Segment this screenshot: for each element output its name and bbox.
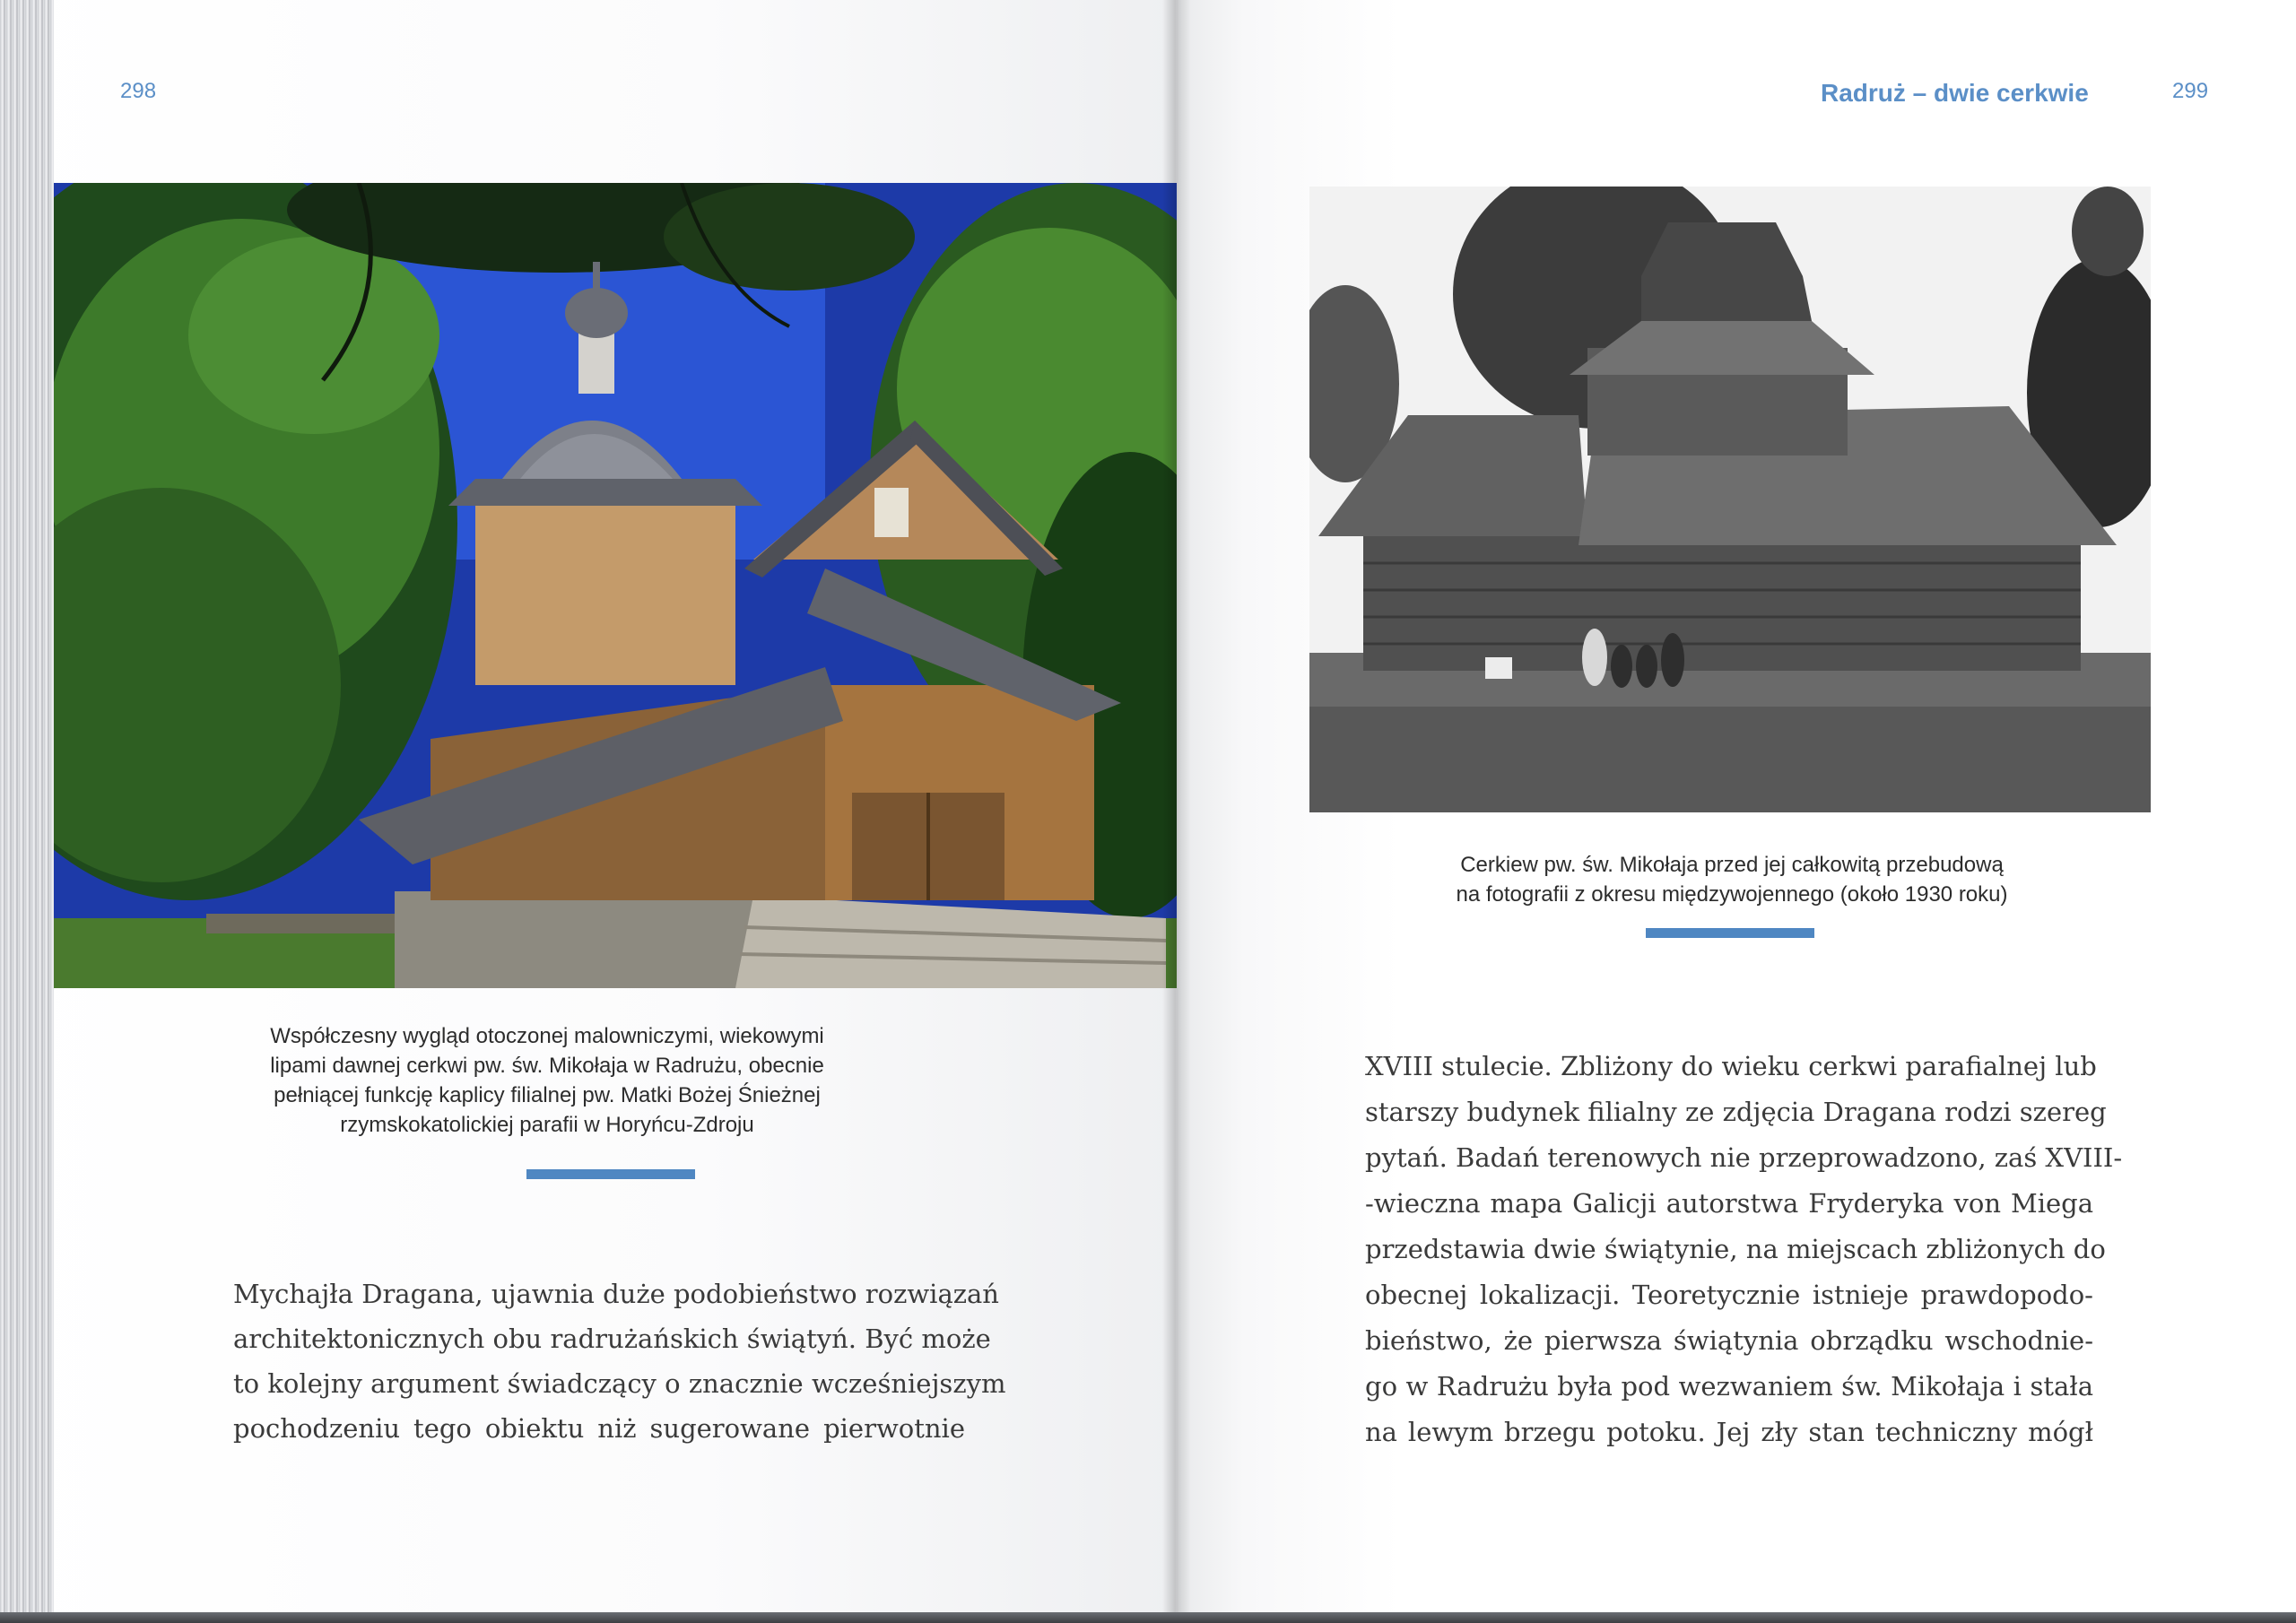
text-line: starszy budynek filialny ze zdjęcia Dragana rodzi szereg xyxy=(1365,1097,2107,1127)
text-line: bieństwo, że pierwsza świątynia obrządku wschodnie- xyxy=(1365,1325,2093,1356)
text-line: pochodzeniu tego obiektu niż sugerowane pierwotnie xyxy=(233,1413,965,1444)
caption-line: lipami dawnej cerkwi pw. św. Mikołaja w Radrużu, obecnie xyxy=(270,1054,824,1078)
text-line: to kolejny argument świadczący o znacznie wcześniejszym xyxy=(233,1368,1006,1399)
body-text-right xyxy=(1365,1044,2123,1455)
caption-line: pełniącej funkcję kaplicy filialnej pw. Matki Bożej Śnieżnej xyxy=(274,1083,821,1107)
caption-line: rzymskokatolickiej parafii w Horyńcu-Zdroju xyxy=(340,1113,754,1137)
page-number-right: 299 xyxy=(2172,79,2209,103)
photo-caption-left xyxy=(260,1021,834,1140)
text-line: -wieczna mapa Galicji autorstwa Fryderyka von Miega xyxy=(1365,1188,2093,1219)
photo-caption-right xyxy=(1417,850,2047,909)
book-gutter xyxy=(1162,0,1191,1623)
text-line: na lewym brzegu potoku. Jej zły stan techniczny mógł xyxy=(1365,1417,2093,1447)
text-line: pytań. Badań terenowych nie przeprowadzono, zaś XVIII- xyxy=(1365,1142,2123,1173)
text-line: go w Radrużu była pod wezwaniem św. Mikołaja i stała xyxy=(1365,1371,2093,1402)
text-line: XVIII stulecie. Zbliżony do wieku cerkwi parafialnej lub xyxy=(1365,1051,2097,1081)
church-archival-photo xyxy=(1309,187,2151,812)
page-edges xyxy=(0,0,54,1623)
text-line: architektonicznych obu radrużańskich świątyń. Być może xyxy=(233,1324,991,1354)
text-line: Mychajła Dragana, ujawnia duże podobieństwo rozwiązań xyxy=(233,1279,999,1309)
right-page xyxy=(1177,0,2296,1623)
running-title: Radruż – dwie cerkwie xyxy=(1821,79,2089,107)
book-bottom-edge xyxy=(0,1612,2296,1623)
text-line: przedstawia dwie świątynie, na miejscach zbliżonych do xyxy=(1365,1234,2106,1264)
body-text-left xyxy=(233,1271,1006,1451)
caption-divider-right xyxy=(1646,928,1814,938)
caption-line: Cerkiew pw. św. Mikołaja przed jej całkowitą przebudową xyxy=(1460,853,2004,877)
text-line: obecnej lokalizacji. Teoretycznie istnieje prawdopodo- xyxy=(1365,1280,2093,1310)
caption-line: Współczesny wygląd otoczonej malowniczymi, wiekowymi xyxy=(270,1024,824,1048)
page-number-left: 298 xyxy=(120,79,157,103)
church-color-photo xyxy=(54,183,1177,988)
caption-divider-left xyxy=(526,1169,695,1179)
caption-line: na fotografii z okresu międzywojennego (około 1930 roku) xyxy=(1456,882,2008,907)
